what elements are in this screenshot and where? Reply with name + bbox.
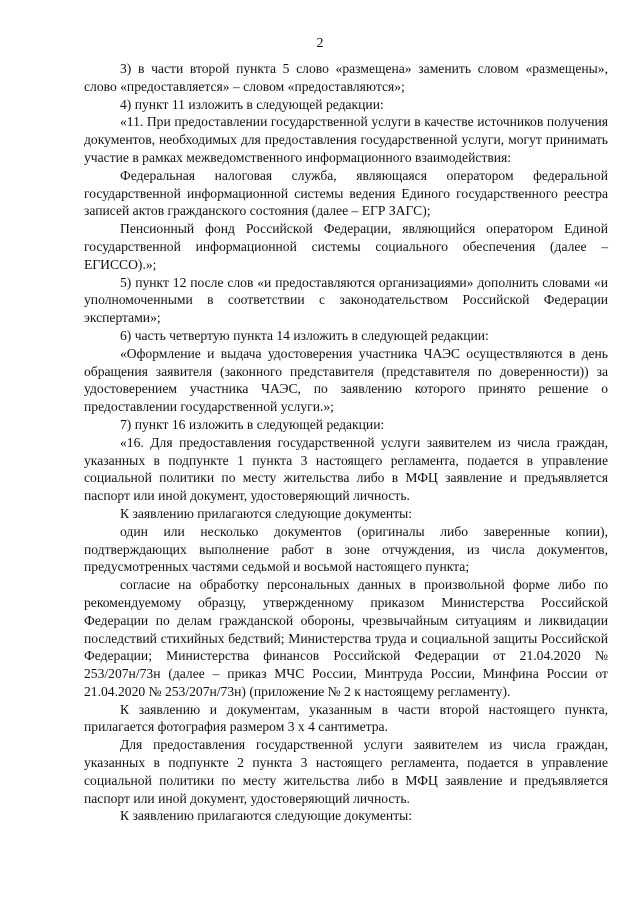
paragraph: 4) пункт 11 изложить в следующей редакции: xyxy=(120,96,384,112)
paragraph: один или несколько документов (оригиналы либо заверенные копии), подтверждающих выполнение работ в зоне отчуждения, из числа документов, предусмотренных частями седьмой и восьмой настоящего пункта; xyxy=(84,523,608,575)
paragraph: согласие на обработку персональных данных в произвольной форме либо по рекомендуемому образцу, утвержденному приказом Министерства Российской Федерации по делам гражданской обороны, чрезвычайным ситуациям и ликвидации последствий стихийных бедствий; Министерства труда и социальной защиты Российской Федерации; Министерства финансов Российской Федерации от 21.04.2020 № 253/207н/73н (далее – приказ МЧС России, Минтруда России, Минфина России от 21.04.2020 № 253/207н/73н) (приложение № 2 к настоящему регламенту). xyxy=(84,577,608,699)
page-number: 2 xyxy=(316,36,324,51)
paragraph: Пенсионный фонд Российской Федерации, являющийся оператором Единой государственной информационной системы социального обеспечения (далее – ЕГИССО).»; xyxy=(84,221,608,272)
paragraph: К заявлению и документам, указанным в части второй настоящего пункта, прилагается фотография размером 3 х 4 сантиметра. xyxy=(84,701,608,735)
paragraph: «Оформление и выдача удостоверения участника ЧАЭС осуществляются в день обращения заявителя (законного представителя (представителя по доверенности)) за удостоверением участника ЧАЭС, по заявлению которого принято решение о предоставлении государственной услуги.»; xyxy=(84,345,608,415)
paragraph: К заявлению прилагаются следующие документы: xyxy=(120,505,413,521)
paragraph: Для предоставления государственной услуги заявителем из числа граждан, указанных в подпункте 2 пункта 3 настоящего регламента, подается в управление социальной политики по месту жительства либо в МФЦ заявление и предъявляется паспорт или иной документ, удостоверяющий личность. xyxy=(84,737,608,806)
paragraph: «11. При предоставлении государственной услуги в качестве источников получения документов, необходимых для предоставления государственной услуги, могут принимать участие в рамках межведомственного информационного взаимодействия: xyxy=(84,114,608,165)
paragraph: 6) часть четвертую пункта 14 изложить в следующей редакции: xyxy=(120,327,489,343)
document-body xyxy=(84,60,608,825)
paragraph: «16. Для предоставления государственной услуги заявителем из числа граждан, указанных в подпункте 1 пункта 3 настоящего регламента, подается в управление социальной политики по месту жительства либо в МФЦ заявление и предъявляется паспорт или иной документ, удостоверяющий личность. xyxy=(84,434,608,504)
paragraph: 3) в части второй пункта 5 слово «размещена» заменить словом «размещены», слово «предоставляется» – словом «предоставляются»; xyxy=(84,61,608,94)
paragraph: 7) пункт 16 изложить в следующей редакции: xyxy=(120,416,385,432)
paragraph: К заявлению прилагаются следующие документы: xyxy=(120,808,413,824)
paragraph: Федеральная налоговая служба, являющаяся оператором федеральной государственной информационной системы ведения Единого государственного реестра записей актов гражданского состояния (далее – ЕГР ЗАГС); xyxy=(84,167,608,219)
paragraph: 5) пункт 12 после слов «и предоставляются организациями» дополнить словами «и уполномоченными в соответствии с законодательством Российской Федерации экспертами»; xyxy=(84,274,608,326)
